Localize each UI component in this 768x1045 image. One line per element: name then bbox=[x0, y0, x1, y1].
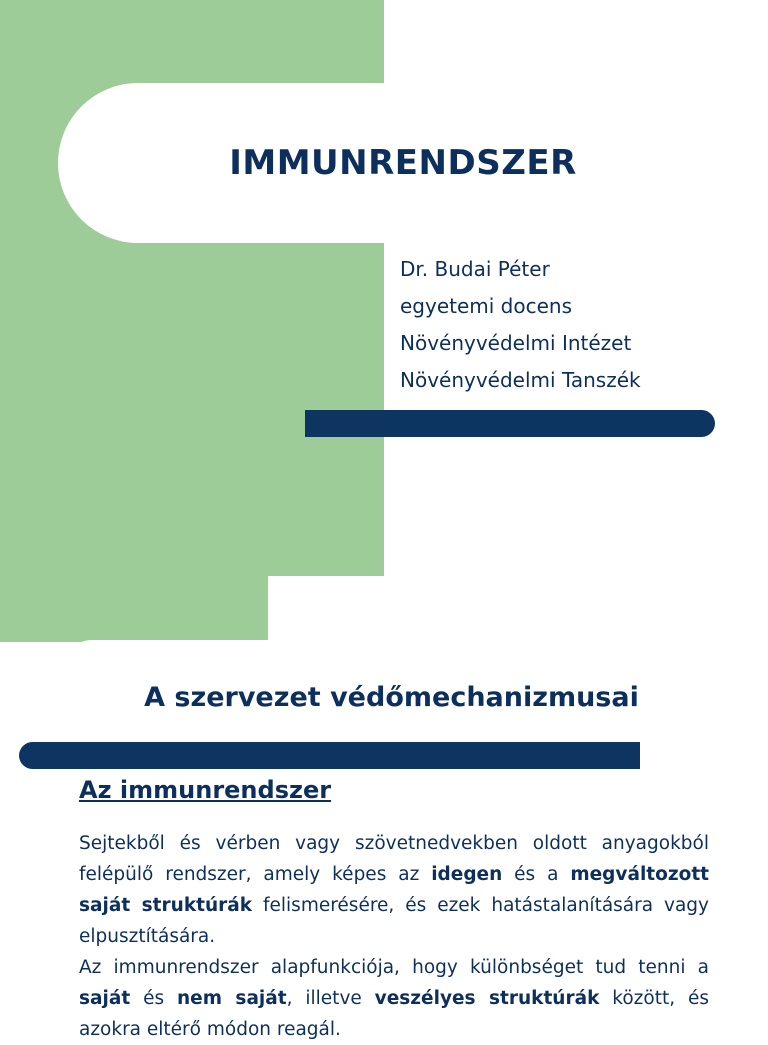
slide-title: IMMUNRENDSZER bbox=[229, 143, 577, 183]
body-text bbox=[79, 828, 709, 1045]
author-info bbox=[400, 252, 641, 400]
author-position: egyetemi docens bbox=[400, 294, 573, 318]
slide-heading: A szervezet védőmechanizmusai bbox=[144, 682, 639, 713]
section-subheading: Az immunrendszer bbox=[79, 776, 332, 804]
green-side-band-2 bbox=[0, 576, 268, 642]
author-institute: Növényvédelmi Intézet bbox=[400, 331, 632, 355]
author-name: Dr. Budai Péter bbox=[400, 257, 550, 281]
author-department: Növényvédelmi Tanszék bbox=[400, 368, 641, 392]
decorative-bar bbox=[305, 410, 715, 437]
paragraph-1: Sejtekből és vérben vagy szövetnedvekben oldott anyagokból felépülő rendszer, amely képes az idegen és a megváltozott saját struktúrák felismerésére, és ezek hatástalanítására vagy elpusztítására. bbox=[79, 833, 710, 947]
decorative-bar-2 bbox=[19, 742, 640, 769]
paragraph-2: Az immunrendszer alapfunkciója, hogy különbséget tud tenni a saját és nem saját, illetve veszélyes struktúrák között, és azokra eltérő módon reagál. bbox=[79, 957, 710, 1040]
